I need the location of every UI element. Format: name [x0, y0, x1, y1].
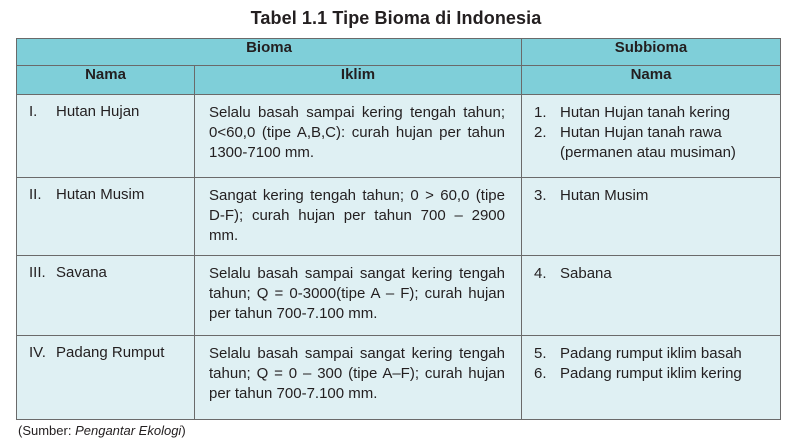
item-text: Sabana: [560, 265, 612, 282]
item-number: 3.: [534, 187, 547, 204]
subbioma-cell: [522, 336, 781, 420]
header-bioma: Bioma: [17, 39, 522, 66]
header-sub-nama: Nama: [522, 66, 781, 95]
iklim-cell: Selalu basah sampai sangat kering tengah tahun; Q = 0-3000(tipe A – F); curah hujan per tahun 700-7.100 mm.: [195, 256, 522, 336]
item-number: 4.: [534, 265, 547, 282]
bioma-name: Hutan Hujan: [56, 103, 140, 120]
bioma-table: [16, 38, 781, 420]
bioma-name: Savana: [56, 264, 107, 281]
source-note: [18, 423, 186, 438]
iklim-cell: Sangat kering tengah tahun; 0 > 60,0 (tipe D-F); curah hujan per tahun 700 – 2900 mm.: [195, 178, 522, 256]
header-nama: Nama: [17, 66, 195, 95]
row-number: II.: [29, 186, 42, 203]
header-subbioma: Subbioma: [522, 39, 781, 66]
table-title: Tabel 1.1 Tipe Bioma di Indonesia: [250, 8, 542, 28]
item-text: Hutan Hujan tanah rawa (permanen atau musiman): [560, 124, 736, 161]
item-text: Hutan Musim: [560, 187, 649, 204]
item-number: 2.: [534, 124, 547, 141]
item-text: Padang rumput iklim basah: [560, 345, 742, 362]
nama-cell: [17, 336, 195, 420]
list-item: [534, 344, 774, 364]
source-title: Pengantar Ekologi: [75, 423, 182, 438]
subbioma-cell: [522, 256, 781, 336]
source-prefix: (Sumber:: [18, 423, 76, 438]
subbioma-cell: [522, 95, 781, 178]
list-item: [534, 123, 774, 163]
table-row: [17, 95, 781, 178]
item-text: Hutan Hujan tanah kering: [560, 104, 731, 121]
table-row: [17, 178, 781, 256]
row-number: III.: [29, 264, 46, 281]
bioma-name: Hutan Musim: [56, 186, 145, 203]
header-iklim: Iklim: [195, 66, 522, 95]
subbioma-cell: [522, 178, 781, 256]
table-row: [17, 256, 781, 336]
row-number: I.: [29, 103, 38, 120]
iklim-cell: Selalu basah sampai sangat kering tengah tahun; Q = 0 – 300 (tipe A–F); curah hujan per tahun 700-7.100 mm.: [195, 336, 522, 420]
item-number: 5.: [534, 345, 547, 362]
bioma-name: Padang Rumput: [56, 344, 165, 361]
iklim-cell: Selalu basah sampai kering tengah tahun; 0<60,0 (tipe A,B,C): curah hujan per tahun 1300-7100 mm.: [195, 95, 522, 178]
list-item: [534, 186, 774, 206]
item-number: 6.: [534, 365, 547, 382]
nama-cell: [17, 95, 195, 178]
table-row: [17, 336, 781, 420]
list-item: [534, 103, 774, 123]
source-suffix: ): [181, 423, 186, 438]
item-number: 1.: [534, 104, 547, 121]
nama-cell: [17, 256, 195, 336]
list-item: [534, 364, 774, 384]
nama-cell: [17, 178, 195, 256]
row-number: IV.: [29, 344, 46, 361]
list-item: [534, 264, 774, 284]
item-text: Padang rumput iklim kering: [560, 365, 742, 382]
